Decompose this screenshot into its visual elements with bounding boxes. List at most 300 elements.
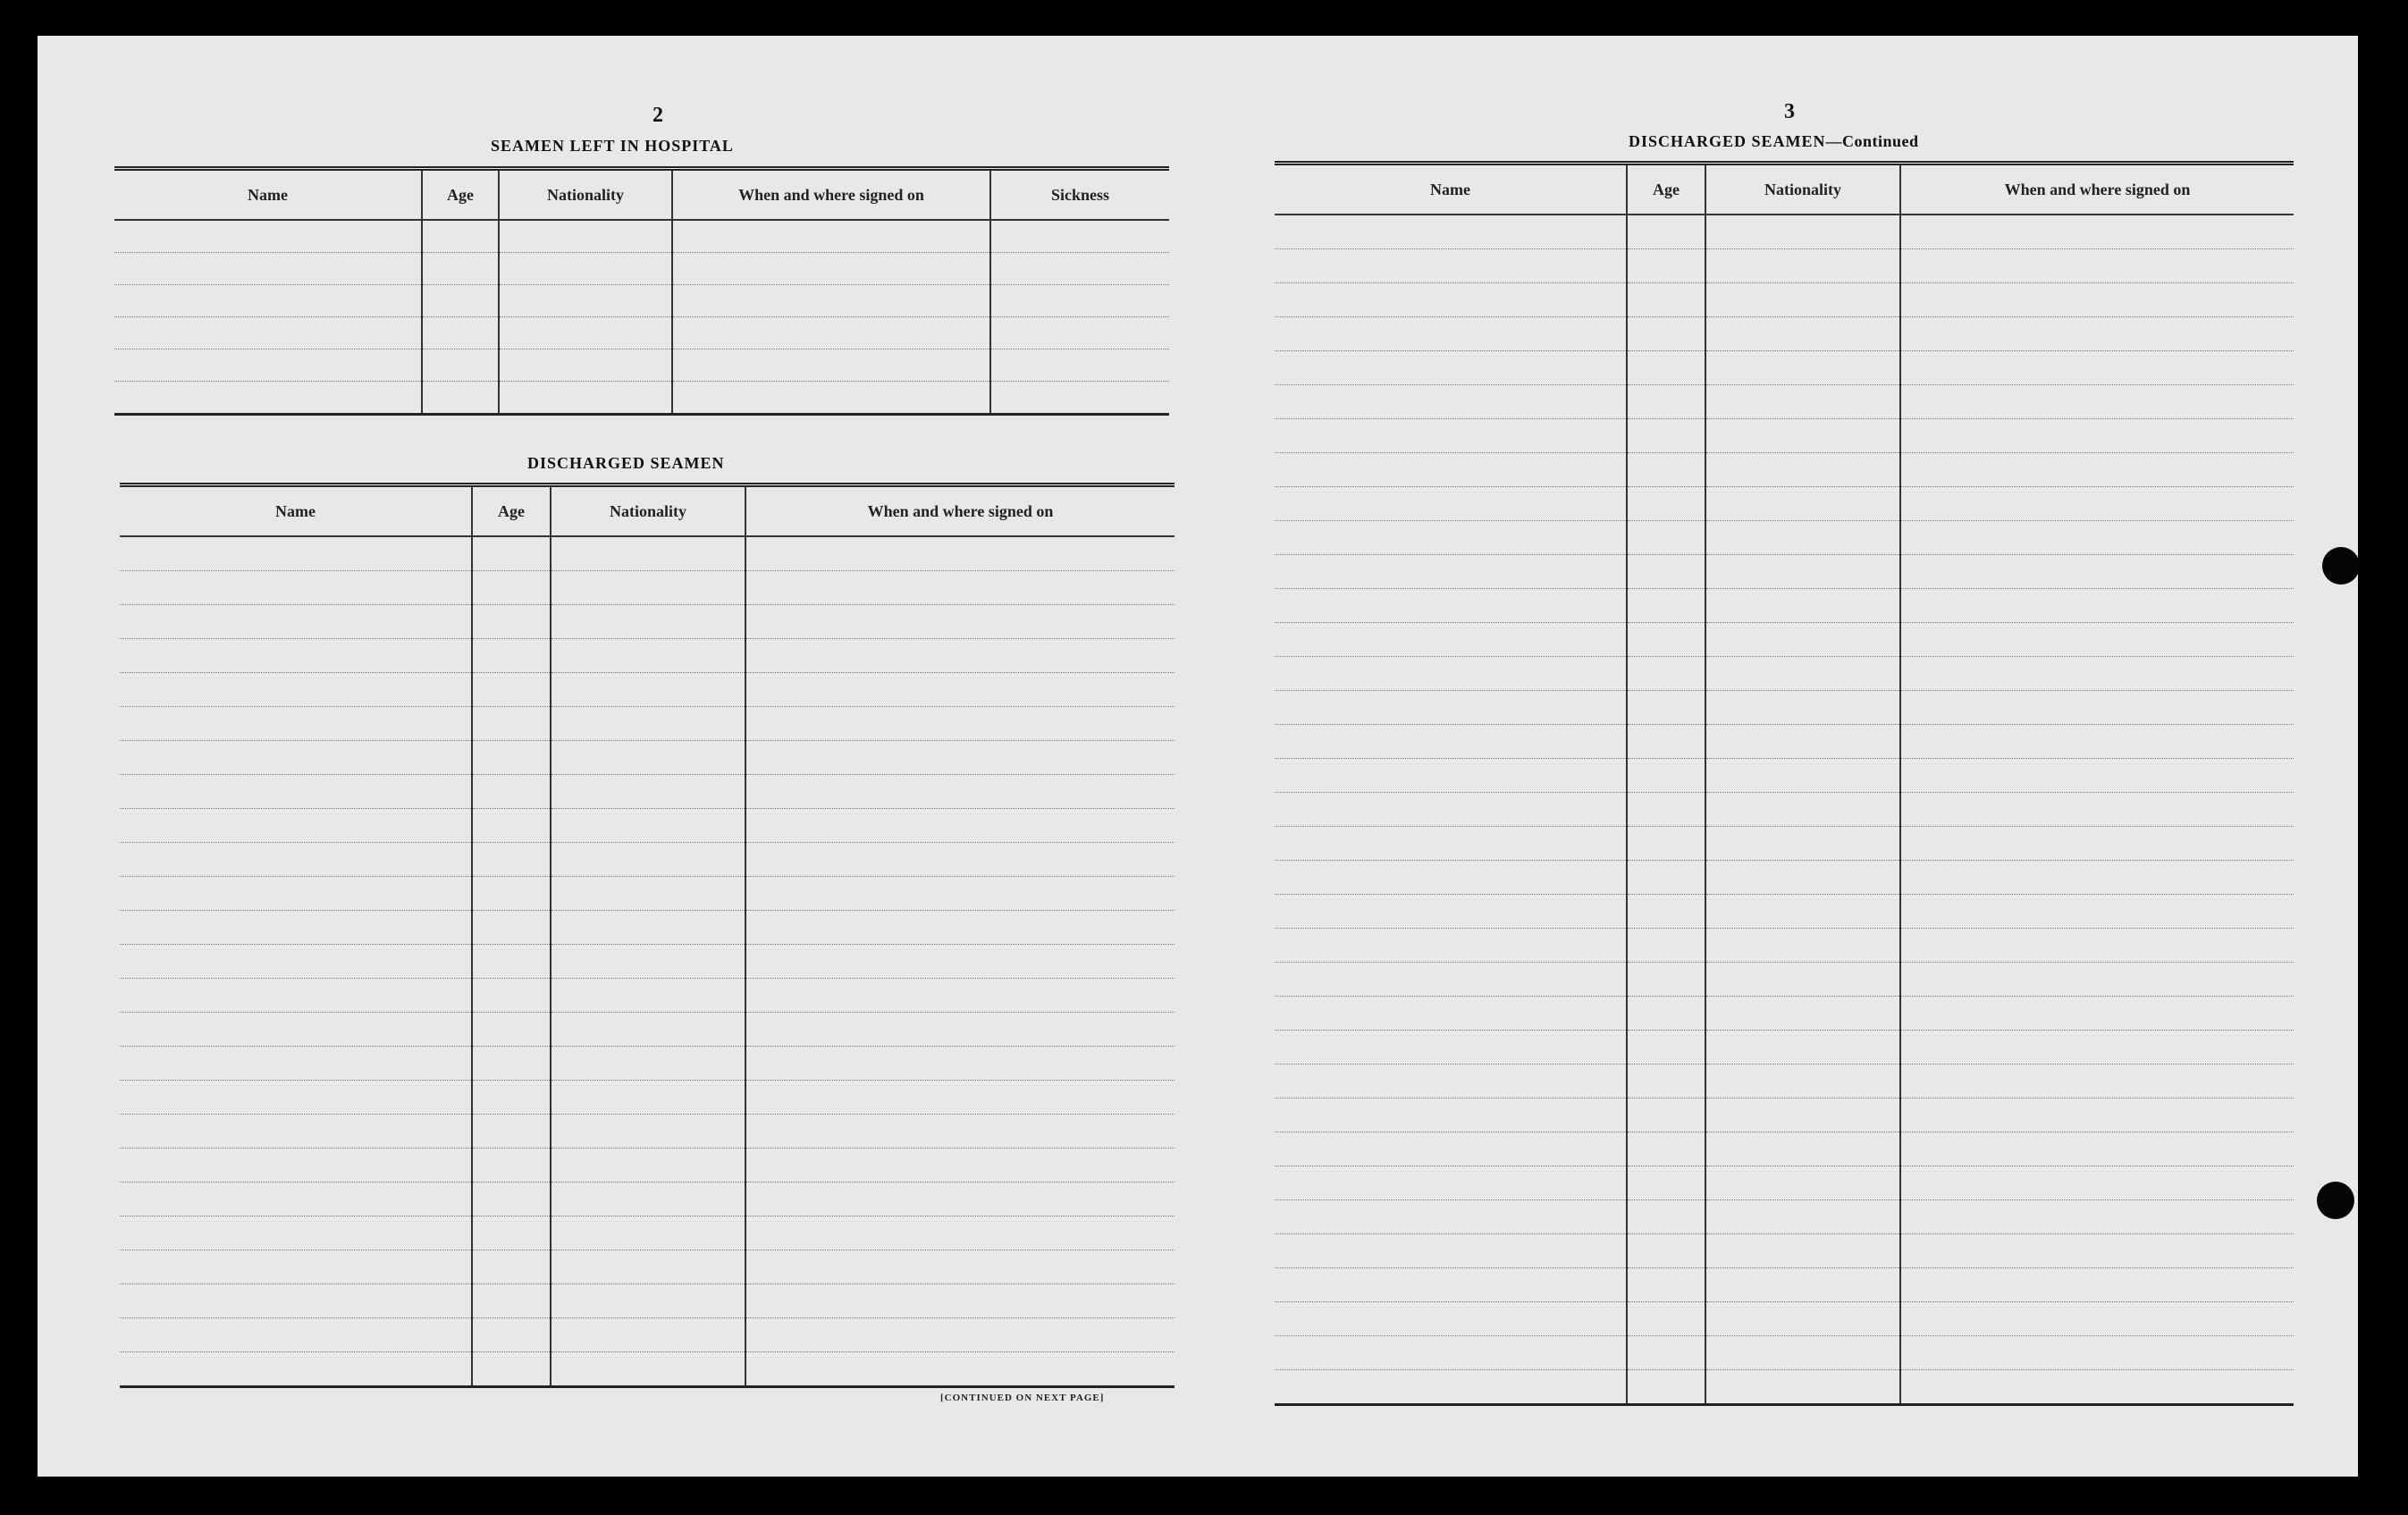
- blank-cell: [1705, 351, 1900, 385]
- col-sickness: Sickness: [990, 169, 1169, 221]
- blank-cell: [1275, 351, 1627, 385]
- blank-cell: [551, 741, 745, 775]
- blank-cell: [1900, 793, 2294, 827]
- blank-row: [114, 317, 1169, 349]
- blank-cell: [120, 1013, 472, 1047]
- blank-cell: [745, 809, 1175, 843]
- blank-cell: [1275, 1166, 1627, 1200]
- blank-cell: [1705, 725, 1900, 759]
- blank-cell: [1900, 249, 2294, 283]
- blank-row: [120, 843, 1175, 877]
- blank-cell: [422, 253, 499, 285]
- blank-cell: [1900, 215, 2294, 249]
- blank-cell: [1627, 895, 1705, 929]
- blank-row: [120, 877, 1175, 911]
- blank-cell: [472, 1250, 551, 1284]
- blank-cell: [120, 571, 472, 605]
- blank-row: [1275, 759, 2294, 793]
- blank-cell: [1627, 725, 1705, 759]
- blank-cell: [472, 1149, 551, 1183]
- blank-row: [1275, 1065, 2294, 1098]
- blank-cell: [422, 349, 499, 382]
- blank-cell: [1705, 283, 1900, 317]
- blank-row: [120, 1216, 1175, 1250]
- blank-cell: [1275, 759, 1627, 793]
- blank-row: [1275, 997, 2294, 1031]
- blank-row: [114, 253, 1169, 285]
- blank-cell: [1627, 1132, 1705, 1166]
- blank-cell: [499, 253, 672, 285]
- blank-row: [120, 707, 1175, 741]
- blank-cell: [1705, 929, 1900, 963]
- blank-cell: [1900, 997, 2294, 1031]
- blank-cell: [1275, 895, 1627, 929]
- blank-cell: [472, 911, 551, 945]
- blank-cell: [472, 1081, 551, 1115]
- blank-cell: [1627, 1200, 1705, 1234]
- blank-row: [1275, 929, 2294, 963]
- blank-cell: [551, 639, 745, 673]
- blank-row: [1275, 1200, 2294, 1234]
- blank-cell: [1705, 1234, 1900, 1268]
- blank-cell: [1705, 1132, 1900, 1166]
- blank-cell: [472, 1115, 551, 1149]
- blank-cell: [1627, 759, 1705, 793]
- blank-cell: [1275, 997, 1627, 1031]
- blank-cell: [551, 605, 745, 639]
- blank-cell: [1275, 215, 1627, 249]
- blank-cell: [114, 317, 422, 349]
- blank-cell: [990, 285, 1169, 317]
- blank-row: [1275, 1098, 2294, 1132]
- blank-cell: [672, 382, 990, 415]
- blank-cell: [551, 536, 745, 571]
- page-number: 3: [1784, 100, 1795, 123]
- blank-row: [120, 536, 1175, 571]
- blank-row: [1275, 725, 2294, 759]
- blank-cell: [472, 605, 551, 639]
- blank-cell: [672, 220, 990, 253]
- blank-cell: [1900, 283, 2294, 317]
- blank-cell: [1275, 1302, 1627, 1336]
- blank-cell: [1900, 827, 2294, 861]
- blank-cell: [1705, 249, 1900, 283]
- discharged-table: [120, 483, 1175, 1388]
- blank-row: [1275, 623, 2294, 657]
- blank-cell: [1627, 419, 1705, 453]
- blank-cell: [1275, 657, 1627, 691]
- blank-row: [120, 1013, 1175, 1047]
- blank-cell: [120, 639, 472, 673]
- blank-cell: [114, 382, 422, 415]
- blank-cell: [745, 536, 1175, 571]
- blank-row: [120, 1047, 1175, 1081]
- blank-cell: [745, 707, 1175, 741]
- blank-cell: [1705, 1031, 1900, 1065]
- blank-cell: [472, 741, 551, 775]
- blank-cell: [1627, 1098, 1705, 1132]
- discharged-header-row: [120, 485, 1175, 537]
- blank-row: [114, 349, 1169, 382]
- col-name: Name: [1275, 164, 1627, 215]
- blank-row: [120, 1183, 1175, 1216]
- blank-cell: [1705, 1336, 1900, 1370]
- blank-cell: [1627, 1234, 1705, 1268]
- blank-cell: [745, 741, 1175, 775]
- blank-cell: [745, 1284, 1175, 1318]
- blank-cell: [1900, 385, 2294, 419]
- blank-cell: [1627, 997, 1705, 1031]
- blank-row: [120, 1318, 1175, 1352]
- blank-cell: [1900, 963, 2294, 997]
- blank-cell: [499, 285, 672, 317]
- blank-cell: [472, 1216, 551, 1250]
- blank-cell: [1275, 1336, 1627, 1370]
- blank-cell: [120, 911, 472, 945]
- blank-cell: [672, 349, 990, 382]
- discharged-continued-heading: [1629, 132, 1919, 151]
- blank-cell: [1275, 691, 1627, 725]
- blank-cell: [1705, 895, 1900, 929]
- blank-row: [1275, 1370, 2294, 1405]
- blank-cell: [1627, 1336, 1705, 1370]
- blank-cell: [1705, 657, 1900, 691]
- blank-cell: [745, 979, 1175, 1013]
- blank-row: [120, 775, 1175, 809]
- blank-row: [1275, 1302, 2294, 1336]
- blank-cell: [1900, 861, 2294, 895]
- blank-cell: [1627, 1065, 1705, 1098]
- blank-cell: [472, 1013, 551, 1047]
- blank-row: [120, 911, 1175, 945]
- blank-cell: [472, 536, 551, 571]
- blank-cell: [745, 877, 1175, 911]
- hospital-heading: SEAMEN LEFT IN HOSPITAL: [491, 137, 734, 155]
- blank-row: [1275, 827, 2294, 861]
- blank-cell: [1627, 317, 1705, 351]
- blank-cell: [1275, 317, 1627, 351]
- col-signed-on: When and where signed on: [1900, 164, 2294, 215]
- blank-cell: [551, 809, 745, 843]
- blank-cell: [114, 253, 422, 285]
- blank-cell: [1705, 623, 1900, 657]
- blank-cell: [1900, 759, 2294, 793]
- blank-row: [1275, 1132, 2294, 1166]
- blank-row: [1275, 215, 2294, 249]
- blank-cell: [990, 220, 1169, 253]
- blank-cell: [1705, 827, 1900, 861]
- blank-cell: [1900, 929, 2294, 963]
- binder-hole: [2317, 1182, 2354, 1219]
- blank-row: [1275, 1336, 2294, 1370]
- blank-cell: [551, 775, 745, 809]
- blank-cell: [1627, 827, 1705, 861]
- blank-cell: [1900, 555, 2294, 589]
- blank-cell: [472, 945, 551, 979]
- blank-row: [1275, 317, 2294, 351]
- blank-cell: [1705, 1200, 1900, 1234]
- blank-cell: [1900, 487, 2294, 521]
- col-name: Name: [114, 169, 422, 221]
- blank-cell: [1275, 589, 1627, 623]
- blank-cell: [1900, 1132, 2294, 1166]
- blank-row: [1275, 283, 2294, 317]
- blank-cell: [745, 1352, 1175, 1387]
- blank-cell: [551, 1115, 745, 1149]
- blank-cell: [1705, 1268, 1900, 1302]
- blank-cell: [422, 317, 499, 349]
- blank-cell: [1705, 1302, 1900, 1336]
- blank-cell: [1627, 215, 1705, 249]
- blank-cell: [120, 1115, 472, 1149]
- blank-cell: [114, 285, 422, 317]
- blank-cell: [1275, 793, 1627, 827]
- blank-cell: [1705, 759, 1900, 793]
- blank-cell: [422, 220, 499, 253]
- blank-cell: [1275, 385, 1627, 419]
- blank-row: [1275, 419, 2294, 453]
- blank-cell: [672, 285, 990, 317]
- blank-cell: [1900, 521, 2294, 555]
- blank-cell: [745, 1183, 1175, 1216]
- blank-cell: [1705, 453, 1900, 487]
- blank-cell: [1627, 521, 1705, 555]
- blank-cell: [422, 382, 499, 415]
- blank-cell: [1627, 963, 1705, 997]
- blank-cell: [745, 1081, 1175, 1115]
- blank-cell: [1627, 793, 1705, 827]
- blank-cell: [1275, 1031, 1627, 1065]
- blank-row: [120, 1284, 1175, 1318]
- blank-cell: [745, 945, 1175, 979]
- blank-cell: [1705, 963, 1900, 997]
- blank-cell: [120, 673, 472, 707]
- discharged-heading: DISCHARGED SEAMEN: [527, 454, 725, 472]
- blank-cell: [551, 843, 745, 877]
- blank-cell: [1275, 453, 1627, 487]
- blank-cell: [1627, 283, 1705, 317]
- blank-cell: [1275, 1065, 1627, 1098]
- blank-cell: [1275, 1200, 1627, 1234]
- blank-cell: [1705, 589, 1900, 623]
- blank-cell: [672, 317, 990, 349]
- blank-cell: [120, 775, 472, 809]
- blank-cell: [1705, 997, 1900, 1031]
- blank-cell: [745, 605, 1175, 639]
- blank-row: [120, 605, 1175, 639]
- col-age: Age: [1627, 164, 1705, 215]
- blank-cell: [472, 979, 551, 1013]
- blank-cell: [1900, 1336, 2294, 1370]
- blank-cell: [551, 707, 745, 741]
- blank-cell: [1705, 1065, 1900, 1098]
- blank-cell: [120, 1352, 472, 1387]
- blank-cell: [114, 349, 422, 382]
- blank-cell: [551, 911, 745, 945]
- blank-cell: [1705, 691, 1900, 725]
- blank-cell: [472, 571, 551, 605]
- blank-cell: [1705, 1370, 1900, 1405]
- blank-cell: [1900, 589, 2294, 623]
- blank-cell: [551, 945, 745, 979]
- blank-cell: [1275, 1132, 1627, 1166]
- blank-cell: [1900, 1234, 2294, 1268]
- blank-cell: [422, 285, 499, 317]
- blank-row: [120, 571, 1175, 605]
- blank-cell: [1275, 963, 1627, 997]
- blank-row: [120, 741, 1175, 775]
- blank-cell: [472, 1047, 551, 1081]
- blank-cell: [1627, 589, 1705, 623]
- blank-cell: [551, 1284, 745, 1318]
- blank-cell: [745, 1149, 1175, 1183]
- blank-cell: [1275, 1370, 1627, 1405]
- blank-row: [1275, 521, 2294, 555]
- blank-cell: [1275, 419, 1627, 453]
- blank-cell: [672, 253, 990, 285]
- col-age: Age: [472, 485, 551, 537]
- blank-cell: [1275, 521, 1627, 555]
- continued-note: [CONTINUED ON NEXT PAGE]: [940, 1393, 1105, 1403]
- col-name: Name: [120, 485, 472, 537]
- blank-cell: [1900, 1302, 2294, 1336]
- blank-cell: [745, 911, 1175, 945]
- blank-cell: [1275, 623, 1627, 657]
- blank-cell: [745, 775, 1175, 809]
- blank-cell: [120, 1081, 472, 1115]
- blank-cell: [1275, 487, 1627, 521]
- blank-cell: [745, 1115, 1175, 1149]
- blank-row: [120, 1081, 1175, 1115]
- blank-row: [1275, 895, 2294, 929]
- blank-cell: [1627, 453, 1705, 487]
- blank-cell: [1275, 1234, 1627, 1268]
- heading-text: DISCHARGED SEAMEN: [1629, 132, 1826, 150]
- blank-cell: [1900, 419, 2294, 453]
- blank-row: [1275, 487, 2294, 521]
- blank-cell: [745, 1318, 1175, 1352]
- blank-cell: [745, 1047, 1175, 1081]
- blank-cell: [472, 843, 551, 877]
- blank-cell: [551, 1013, 745, 1047]
- blank-cell: [745, 571, 1175, 605]
- blank-cell: [472, 673, 551, 707]
- blank-cell: [551, 1081, 745, 1115]
- binder-hole: [2322, 547, 2360, 585]
- blank-cell: [1900, 691, 2294, 725]
- blank-row: [1275, 589, 2294, 623]
- blank-cell: [1627, 1166, 1705, 1200]
- blank-row: [120, 979, 1175, 1013]
- col-nationality: Nationality: [1705, 164, 1900, 215]
- blank-cell: [120, 843, 472, 877]
- blank-cell: [1900, 1098, 2294, 1132]
- blank-cell: [1275, 1268, 1627, 1302]
- blank-cell: [1627, 929, 1705, 963]
- blank-cell: [551, 1149, 745, 1183]
- blank-row: [114, 285, 1169, 317]
- blank-cell: [472, 1183, 551, 1216]
- blank-cell: [1627, 657, 1705, 691]
- blank-cell: [472, 639, 551, 673]
- blank-cell: [1275, 249, 1627, 283]
- blank-cell: [1900, 895, 2294, 929]
- blank-row: [114, 220, 1169, 253]
- blank-row: [120, 639, 1175, 673]
- col-signed-on: When and where signed on: [672, 169, 990, 221]
- blank-cell: [745, 639, 1175, 673]
- blank-cell: [1627, 1268, 1705, 1302]
- blank-row: [1275, 861, 2294, 895]
- blank-cell: [1900, 623, 2294, 657]
- blank-row: [1275, 351, 2294, 385]
- blank-cell: [1627, 487, 1705, 521]
- blank-cell: [1705, 861, 1900, 895]
- blank-cell: [1627, 1370, 1705, 1405]
- discharged-continued-header-row: [1275, 164, 2294, 215]
- blank-cell: [114, 220, 422, 253]
- blank-cell: [990, 253, 1169, 285]
- blank-cell: [1275, 861, 1627, 895]
- blank-cell: [551, 979, 745, 1013]
- blank-row: [1275, 453, 2294, 487]
- blank-cell: [472, 877, 551, 911]
- blank-cell: [120, 877, 472, 911]
- blank-cell: [745, 1013, 1175, 1047]
- blank-cell: [1275, 827, 1627, 861]
- hospital-table: [114, 166, 1169, 416]
- blank-cell: [745, 673, 1175, 707]
- blank-cell: [990, 317, 1169, 349]
- blank-cell: [120, 979, 472, 1013]
- blank-cell: [120, 741, 472, 775]
- blank-cell: [990, 349, 1169, 382]
- blank-cell: [1900, 1065, 2294, 1098]
- blank-cell: [551, 1352, 745, 1387]
- document-sheet: [38, 36, 2358, 1477]
- blank-cell: [499, 220, 672, 253]
- blank-cell: [1627, 623, 1705, 657]
- heading-continued: —Continued: [1825, 132, 1919, 150]
- blank-row: [114, 382, 1169, 415]
- blank-cell: [120, 707, 472, 741]
- blank-cell: [472, 1284, 551, 1318]
- blank-row: [1275, 555, 2294, 589]
- blank-cell: [1900, 351, 2294, 385]
- blank-cell: [120, 536, 472, 571]
- blank-row: [1275, 1166, 2294, 1200]
- blank-row: [1275, 1268, 2294, 1302]
- blank-cell: [1627, 1302, 1705, 1336]
- discharged-continued-table: [1275, 161, 2294, 1406]
- blank-cell: [1275, 555, 1627, 589]
- blank-cell: [1275, 725, 1627, 759]
- blank-cell: [472, 707, 551, 741]
- blank-cell: [499, 382, 672, 415]
- col-signed-on: When and where signed on: [745, 485, 1175, 537]
- blank-cell: [1705, 317, 1900, 351]
- blank-row: [1275, 691, 2294, 725]
- blank-cell: [1627, 385, 1705, 419]
- blank-row: [1275, 249, 2294, 283]
- page-number: 2: [653, 104, 663, 127]
- blank-cell: [1275, 929, 1627, 963]
- blank-cell: [551, 571, 745, 605]
- blank-cell: [1900, 1031, 2294, 1065]
- blank-cell: [1900, 1166, 2294, 1200]
- col-nationality: Nationality: [551, 485, 745, 537]
- blank-cell: [120, 1149, 472, 1183]
